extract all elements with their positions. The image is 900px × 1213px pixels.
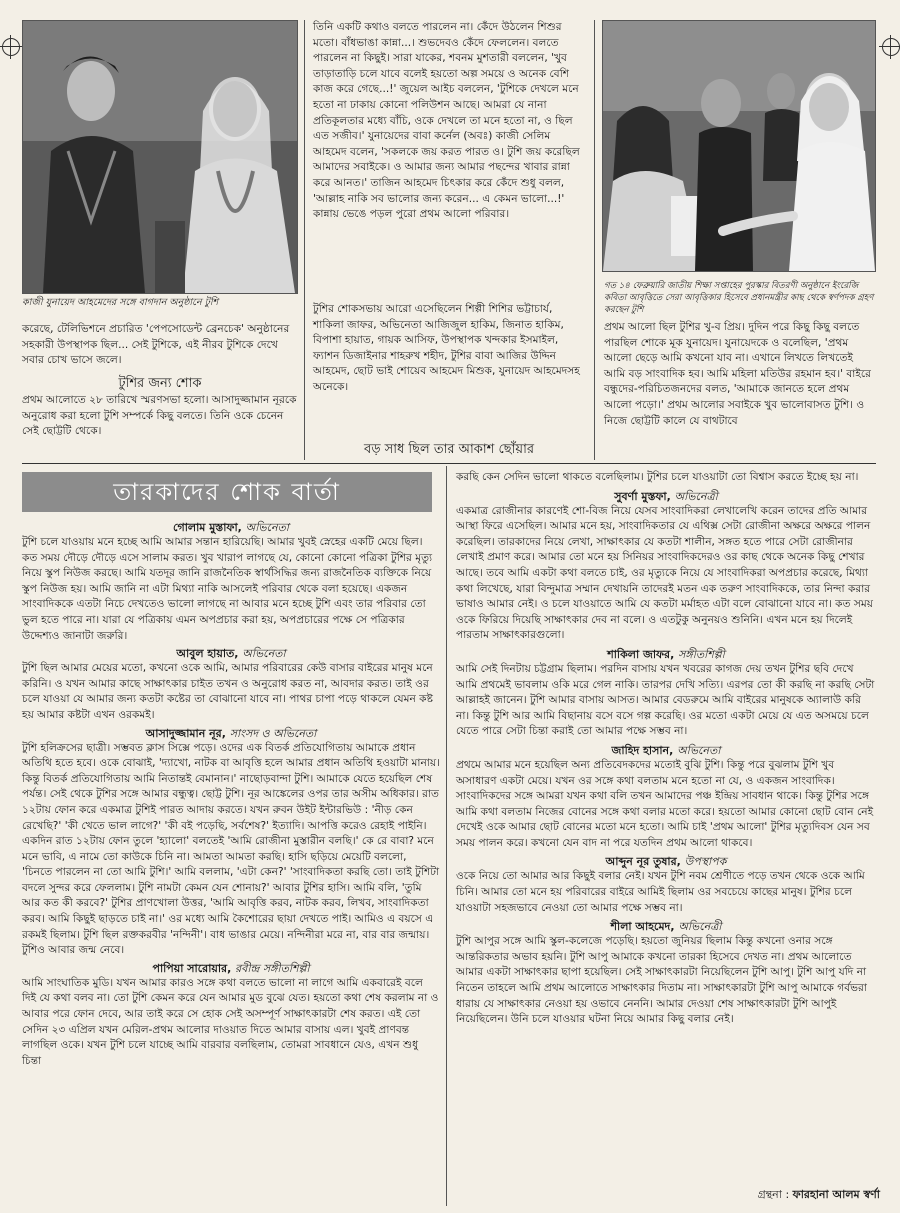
credit-name: ফারহানা আলম স্বর্ণা: [792, 1188, 880, 1201]
engagement-photo-illustration: [23, 21, 297, 293]
top-right-paragraph: প্রথম আলো ছিল টুশির খু-ব প্রিয়। দুদিন পরে কিছু কিছু বলতে পারছিল শোকে মূক যুনায়েদ। যুনায়েদকে ও বলেছিল, 'প্রথম আলো ছেড়ে আমি কখনো যাব না। এখানে লিখতে লিখতেই আমি বড় সাংবাদিক হব। আমি মহিলা মতিউর রহমান হব।' বাইরে বন্ধুদের-পরিচিতজনদের বলত, 'আমাকে জানতে হলে প্রথম আলো পড়ো।' প্রথম আলোর সবাইকে খুব ভালোবাসত টুশি। ও নিজে ছোট্টটি কালে যে বাথটাবে: [604, 321, 871, 427]
tribute-text: টুশি আপুর সঙ্গে আমি স্কুল-কলেজে পড়েছি। হয়তো জুনিয়র ছিলাম কিন্তু কখনো ওনার সঙ্গে আন্তরিকতার অভাব হয়নি। টুশি আপু আমাকে কখনো তারকা হিসেবে দেখত না। প্রথম আলোতে আমার একটা সাক্ষাৎকার ছাপা হয়েছিল। সেই সাক্ষাৎকারটা নিয়েছিলেন টুশি আপু। টুশি আপু যদি না নিতেন তাহলে আমি প্রথম আলোতে সাক্ষাৎকার দিতাম না। সাক্ষাৎকারটা টুশি আপু আমাকে গর্বভরা ধারায় যে সাক্ষাৎকার নেওয়া হয় ওভাবে নেননি। আমার দেওয়া শেষ সাক্ষাৎকারটা টুশি আপুই নিয়েছিলেন। উনি চলে যাওয়ার ঘটনা নিয়ে আমার কিছু বলার নেই।: [456, 935, 867, 1026]
tribute-role: অভিনেতা: [677, 743, 721, 757]
tribute-text: একমাত্র রোজীনার কারণেই শো-বিজ নিয়ে যেসব সাংবাদিকরা লেখালেখি করেন তাদের প্রতি আমার আস্থা ফিরে এসেছিল। আমার মনে হয়, সাংবাদিকতার যে এথিক্স সেটা রোজীনা অক্ষরে অক্ষরে পালন করেছিল। তারকাদের নিয়ে লেখা, সাক্ষাৎকার যে কতটা শালীন, সঙ্গত হতে পারে সেটা রোজীনার লেখাই প্রমাণ করে। আমার তো মনে হয় সিনিয়র সাংবাদিকদেরও ওর কাছ থেকে অনেক কিছু শেখার আছে। তবে আমি একটা কথা বলতে চাই, ওর মৃত্যুকে নিয়ে যে সাংবাদিকরা অপপ্রচার করেছে, মিথ্যা কথা লিখেছে, যারা বিন্দুমাত্র সম্মান দেখায়নি তাদেরই মতন এক তরুণ সাংবাদিককে, তার নিন্দা করার ভাষাও আমার নেই। ও চলে যাওয়াতে আমি যে কতটা মর্মাহত এটা বলে বোঝানো যাবে না। কত সময় ওকে ফিরিয়ে দিয়েছি সাক্ষাৎকার দেব না বলে। ও এতটুকু অনুনয়ও শুনিনি। এখন মনে হয় দিলেই পারতাম সাক্ষাৎকারগুলো।: [456, 504, 873, 642]
tribute-text: আমি সাংঘাতিক মুডি। যখন আমার কারও সঙ্গে কথা বলতে ভালো না লাগে আমি একবারেই বলে দিই যে কথা বলব না। তো টুশি কেমন করে যেন আমার মুড বুঝে যেত। হয়তো কথা শেষ করলাম না ও আবার পরে ফোন দেবে, আর তাই করে সে হোক সেই অসম্পূর্ণ সাক্ষাৎকারটা শেষ করত। এই তো সেদিন ২৩ এপ্রিল যখন মেরিল-প্রথম আলোর দাওয়াত দিতে আমার বাসায় এল। খুবই প্রাণবন্ত লাগছিল ওকে। যখন টুশি চলে যাচ্ছে আমি বারবার বলছিলাম, তোমরা সাবধানে যেও, এখন শুধু চিন্তা: [22, 976, 439, 1067]
tribute-person: আবুল হায়াত,: [176, 647, 239, 661]
tribute-role: অভিনেতা: [242, 647, 286, 661]
tribute-text: টুশি ছিল আমার মেয়ের মতো, কখনো ওকে আমি, আমার পরিবারের কেউ বাসার বাইরের মানুষ মনে করিনি। ও যখন আমার কাছে সাক্ষাৎকার চাইত তখন ও অনুরোধ করত না, আবদার করত। তাই ওর চলে যাওয়া যে আমার জন্য কতটা কষ্টের তা বোঝানো যাবে না। পাথর চাপা পড়ে থাকলে যেমন কষ্ট হয় আমার কষ্টটা এখন ওরকমই।: [22, 662, 433, 721]
tribute-person: পাপিয়া সারোয়ার,: [152, 961, 232, 975]
column-divider-top-1: [304, 20, 305, 460]
tribute-person: আব্দুন নূর তুষার,: [605, 855, 681, 869]
tribute-text: আমি সেই দিনটায় চট্টগ্রাম ছিলাম। পরদিন বাসায় যখন খবরের কাগজ দেয় তখন টুশির ছবি দেখে আমি প্রথমেই ভাবলাম ওকি মরে গেল নাকি। তারপর দেখি সত্যি। এরপর তো কী করছি না করছি সেটা আল্লাহই জানেন। টুশি আমার বাসায় আসত। আমার বেডরুমে আমি বাইরের মানুষকে অ্যালাউ করি না। কিন্তু টুশি আর আমি বিছানায় বসে বসে গল্প করেছি। ওর মতো একটা মেয়ে যে এত অসময়ে চলে যেতে পারে সেটা চিন্তা করাই তো আমার পক্ষে সম্ভব না।: [456, 662, 875, 738]
top-left-paragraph-2: প্রথম আলোতে ২৮ তারিখে স্মরণসভা হলো। আসাদুজ্জামান নূরকে অনুরোধ করা হলো টুশি সম্পর্কে কিছু বলতে। তিনি ওকে চেনেন সেই ছোট্টটি থেকে।: [22, 394, 297, 438]
tribute-person: আসাদুজ্জামান নূর,: [145, 726, 226, 740]
tribute-name: [22, 961, 440, 976]
tribute-block: [456, 743, 876, 852]
top-middle-paragraph-2: টুশির শোকসভায় আরো এসেছিলেন শিল্পী শিশির ভট্টাচার্য, শাকিলা জাফর, অভিনেতা আজিজুল হাকিম, জিনাত হাকিম, বিপাশা হায়াত, গায়ক আসিফ, উপস্থাপক খন্দকার ইসমাইল, ফ্যাশন ডিজাইনার শাহরুখ শহীদ, টুশির বাবা আজির উদ্দিন আহমেদ, ছোট ভাই শোয়েব আহমেদ মিশুক, যুনায়েদ আহমেদসহ অনেকে।: [313, 303, 580, 393]
tribute-role: সাংসদ ও অভিনেতা: [229, 726, 317, 740]
tribute-person: জাহিদ হাসান,: [611, 743, 674, 757]
tribute-text: টুশি চলে যাওয়ায় মনে হচ্ছে আমি আমার সন্তান হারিয়েছি। আমার খুবই স্নেহের একটি মেয়ে ছিল। কত সময় দৌড়ে দৌড়ে এসে সালাম করত। খুব খারাপ লাগছে যে, কোনো কোনো পত্রিকা টুশির মৃত্যু নিয়ে স্কুপ নিউজ করছে। আমি যতদূর জানি রাজনৈতিক স্বার্থসিদ্ধির জন্য রাজনৈতিক ব্যক্তিকে নিয়ে স্কুপ নিউজ হয়। আমি জানি না এটা মিথ্যা নাকি আসলেই পরিবার থেকে বলা হয়েছে। একজন সাংবাদিককে এতটা নিচে দেখতেও ভালো লাগছে না আবার মনে হচ্ছে টুশি এবং তার পরিবার তো ভুল হতে পারে না। যারা যে পত্রিকায় এমন অপপ্রচার করা হয়, অপপ্রচারের পক্ষে সে পত্রিকার উদ্দেশ্যও জানাটা জরুরি।: [22, 536, 433, 642]
column-divider-bottom: [446, 466, 447, 1206]
section-title-banner: তারকাদের শোক বার্তা: [22, 472, 432, 512]
top-left-paragraph: করেছে, টেলিভিশনে প্রচারিত 'পেপসোডেন্ট ব্রেনচেক' অনুষ্ঠানের সহকারী উপস্থাপক ছিল... সেই টুশিকে, এই নীরব টুশিকে দেখে সবার চোখ ভাসে জলে।: [22, 323, 290, 367]
tribute-person: সুবর্ণা মুস্তফা,: [614, 489, 671, 503]
tribute-block: [456, 919, 876, 1028]
tribute-person: শীলা আহমেদ,: [610, 920, 675, 934]
tribute-name: [456, 489, 876, 504]
tribute-block: [22, 520, 440, 644]
tribute-block: [456, 647, 876, 740]
tribute-name: [456, 743, 876, 758]
tribute-name: [456, 919, 876, 934]
tribute-name: [22, 520, 440, 535]
tribute-name: [22, 726, 440, 741]
continued-text: করছি কেন সেদিন ভালো থাকতে বলেছিলাম। টুশির চলে যাওয়াটা তো বিশ্বাস করতে ইচ্ছে হয় না।: [456, 471, 859, 483]
award-photo: [602, 20, 876, 272]
compiler-credit: [720, 1186, 880, 1205]
tribute-role: অভিনেত্রী: [674, 489, 718, 503]
tribute-name: [22, 646, 440, 661]
left-photo-caption: কাজী যুনায়েদ আহমেদের সঙ্গে বাগদান অনুষ্ঠানে টুশি: [22, 297, 219, 308]
tribute-text: টুশি হলিক্রসের ছাত্রী। সম্ভবত ক্লাস সিক্সে পড়ে। ওদের এক বিতর্ক প্রতিযোগিতায় আমাকে প্রধান অতিথি হতে হবে। ওকে বোঝাই, 'দ্যাখো, নাটক বা আবৃত্তি হলে আমার প্রধান অতিথি হওয়াটা মানায়। কিন্তু বিতর্ক প্রতিযোগিতায় আমি নিতান্তই বেমানান।' নাছোড়বান্দা টুশি। আমাকে যেতে হয়েছিল শেষ পর্যন্ত। সেই থেকে টুশির সঙ্গে আমার বন্ধুত্ব। ছোট্ট টুশি। নূর আঙ্কেলের ওপর তার অসীম অধিকার। রাত ১২টায় ফোন করে একমাত্র টুশিই পারত আদায় করতে। যখন রুবন উইট ইন্টারভিউ : 'নীড় কেন রেখেছি?' 'কী খেতে ভাল লাগে?' 'কী বই পড়েছি, সর্বশেষ?' ইত্যাদি। আপত্তি করেও রেহাই পাইনি। একদিন রাত ১২টায় ফোন তুলে 'হ্যালো' বলতেই 'আমি রোজীনা মুস্তারীন বলছি।' কে রে বাবা? মনে মনে ভাবি, এ নামে তো কাউকে চিনি না। আমতা আমতা করছি। হাসি ছড়িয়ে মেয়েটি বললো, 'চিনতে পারলেন না তো আমি টুশি।' আমি বললাম, 'এটা কেন?' 'সাংবাদিকতা করছি তো। তাই টুশিটা বদলে সুন্দর করে ফেললাম। টুশি নামটা কেমন যেন শোনায়?' আবার টুশির হাসি। আমি বলি, 'তুমি আর কত কী করবে?' টুশির প্রাণখোলা উত্তর, 'আমি আবৃত্তি করব, নাটক করব, লিখব, সাংবাদিকতা করব। আমি কিছুই ছাড়তে চাই না।' ওর মধ্যে আমি কৈশোরের ছায়া দেখতে পাই। আমিও এ বয়সে এ রকমই ছিলাম। টুশি ছিল রক্তকরবীর 'নন্দিনী'। বাধ ভাঙার মেয়ে। নন্দিনীরা মরে না, বার বার জন্মায়। টুশিও আবার জন্ম নেবে।: [22, 741, 440, 957]
left-tributes-column: [22, 520, 440, 1069]
registration-mark-right: [882, 38, 900, 56]
middle-section-heading: বড় সাধ ছিল তার আকাশ ছোঁয়ার: [363, 442, 534, 457]
tribute-block: [456, 854, 876, 916]
tribute-block: [22, 646, 440, 723]
tribute-block: [456, 489, 876, 644]
tribute-text: প্রথমে আমার মনে হয়েছিল অন্য প্রতিবেদকদের মতোই বুঝি টুশি। কিন্তু পরে বুঝলাম টুশি খুব অসাধারণ একটা মেয়ে। যখন ওর সঙ্গে কথা বলতাম মনে হতো না যে, ও একজন সাংবাদিক। সাংবাদিকদের সঙ্গে আমরা যখন কথা বলি তখন আমাদের পঞ্চ ইন্দ্রিয় সাবধান থাকে। কিন্তু টুশির সঙ্গে আমি কথা বলতাম নিজের বোনের সঙ্গে কথা বলার মতো করে। হয়তো আমার কোনো ছোট বোন নেই দেখেই ওকে আমার ছোট বোনের মতো মনে হতো। আমি চাই 'প্রথম আলো' টুশির মৃত্যুদিবস যেন সব সময় পালন করে। কখনো যেন বাদ না পরে যতদিন প্রথম আলো থাকবে।: [456, 758, 874, 849]
tribute-role: উপস্থাপক: [684, 855, 727, 869]
tribute-role: রবীন্দ্র সঙ্গীতশিল্পী: [235, 961, 310, 975]
engagement-photo: [22, 20, 298, 294]
registration-mark-left: [2, 38, 20, 56]
right-photo-caption: গত ১৪ ফেব্রুয়ারি জাতীয় শিক্ষা সপ্তাহের পুরস্কার বিতরণী অনুষ্ঠানে ইংরেজি কবিতা আবৃত্তিতে সেরা আবৃত্তিকার হিসেবে প্রধানমন্ত্রীর কাছ থেকে স্বর্ণপদক গ্রহণ করছেন টুশি: [604, 281, 874, 315]
tribute-text: ওকে নিয়ে তো আমার আর কিছুই বলার নেই। যখন টুশি নবম শ্রেণীতে পড়ে তখন থেকে ওকে আমি চিনি। আমার তো মনে হয় পরিবারের বাইরে আমিই ছিলাম ওর সবচেয়ে কাছের মানুষ। টুশির চলে যাওয়াটা সহজভাবে নেওয়া তো আমার পক্ষে সম্ভব না।: [456, 870, 865, 914]
award-photo-illustration: [603, 21, 875, 271]
right-tributes-column: [456, 470, 876, 1028]
credit-label: গ্রন্থনা :: [757, 1188, 790, 1201]
tribute-block: [22, 961, 440, 1070]
column-divider-top-2: [594, 20, 595, 460]
mourning-heading: টুশির জন্য শোক: [118, 376, 202, 391]
section-divider: [22, 463, 876, 464]
tribute-role: অভিনেত্রী: [678, 920, 722, 934]
tribute-role: অভিনেতা: [245, 521, 289, 534]
tribute-person: গোলাম মুস্তাফা,: [173, 521, 242, 534]
tribute-name: [456, 854, 876, 869]
top-middle-paragraph: তিনি একটি কথাও বলতে পারলেন না। কেঁদে উঠলেন শিশুর মতো। বাঁধভাঙা কান্না...। শুভদেবও কেঁদে ফেললেন। বলতে পারলেন না কিছুই। সারা যাকের, শবনম মুশতারী বললেন, 'খুব তাড়াতাড়ি চলে যাবে বলেই হয়তো অল্প সময়ে ও অনেক বেশি কাজ করে গেছে...!' জুয়েল আইচ বললেন, 'টুশিকে দেখলে মনে হতো না ঢাকায় কোনো পলিউশন আছে। আমরা যে নানা প্রতিকূলতার মধ্যে বাঁচি, ওকে দেখলে তা মনে হতো না, ও ছিল এত সজীব।' যুনায়েদের বাবা কর্নেল (অবঃ) কাজী সেলিম আহমেদ বলেন, 'সকলকে জয় করত পারত ও। টুশি জয় করেছিল আমাদের সবাইকে। ও আমার জন্য আমার পছন্দের খাবার রান্না করে আনত।' তাজিন আহমেদ চিৎকার করে কেঁদে শুধু বলল, 'আল্লাহ নাকি সব ভালোর জন্য করেন... এ কেমন ভালো...!' কান্নায় ভেঙে পড়ল পুরো প্রথম আলো পরিবার।: [313, 21, 580, 221]
tribute-role: সঙ্গীতশিল্পী: [678, 647, 725, 661]
tribute-name: [456, 647, 876, 662]
tribute-block: [22, 726, 440, 959]
tribute-person: শাকিলা জাফর,: [607, 647, 675, 661]
